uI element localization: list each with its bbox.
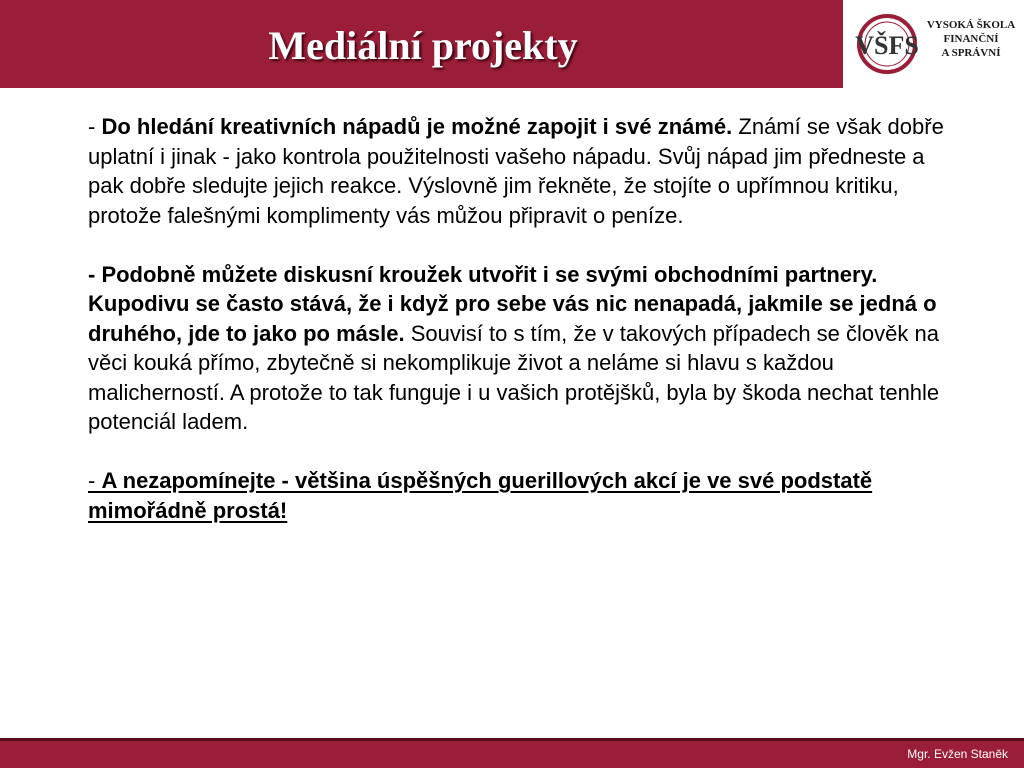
paragraph-2	[88, 260, 944, 437]
logo-text	[921, 18, 1021, 60]
slide-content	[88, 112, 944, 555]
logo-line-2: FINANČNÍ	[943, 33, 999, 45]
author-name: Mgr. Evžen Staněk	[907, 747, 1008, 761]
vsfs-logo-icon	[851, 6, 923, 78]
paragraph-1	[88, 112, 944, 230]
paragraph-3-bold: A nezapomínejte - většina úspěšných guerillových akcí je ve své podstatě mimořádně prostá!	[88, 468, 873, 523]
paragraph-1-bold: Do hledání kreativních nápadů je možné zapojit i své známé.	[101, 114, 733, 139]
logo-line-3: A SPRÁVNÍ	[941, 47, 1001, 59]
paragraph-3-dash: -	[88, 468, 102, 493]
footer-divider	[0, 738, 1024, 741]
footer-bar	[0, 738, 1024, 768]
paragraph-2-bold: - Podobně můžete diskusní kroužek utvořit i se svými obchodními partnery. Kupodivu se často stává, že i když pro sebe vás nic nenapadá, jakmile se jedná o druhého, jde to jako po másle.	[88, 261, 937, 346]
paragraph-3	[88, 466, 944, 525]
school-logo	[843, 0, 1024, 88]
logo-line-1: VYSOKÁ ŠKOLA	[926, 19, 1016, 31]
slide-title: Mediální projekty	[268, 23, 578, 68]
paragraph-2-text: Souvisí to s tím, že v takových případech se člověk na věci kouká přímo, zbytečně si nekomplikuje život a neláme si hlavu s každou malicherností. A protože to tak funguje i u vašich protějšků, byla by škoda nechat tenhle potenciál ladem.	[88, 320, 940, 434]
paragraph-1-text: Známí se však dobře uplatní i jinak - jako kontrola použitelnosti vašeho nápadu. Svůj nápad jim předneste a pak dobře sledujte jejich reakce. Výslovně jim řekněte, že stojíte o upřímnou kritiku, protože falešnými komplimenty vás můžou připravit o peníze.	[88, 114, 944, 228]
logo-monogram: VŠFS	[855, 31, 919, 60]
paragraph-1-dash: -	[88, 114, 102, 139]
header-bar	[0, 0, 1024, 88]
